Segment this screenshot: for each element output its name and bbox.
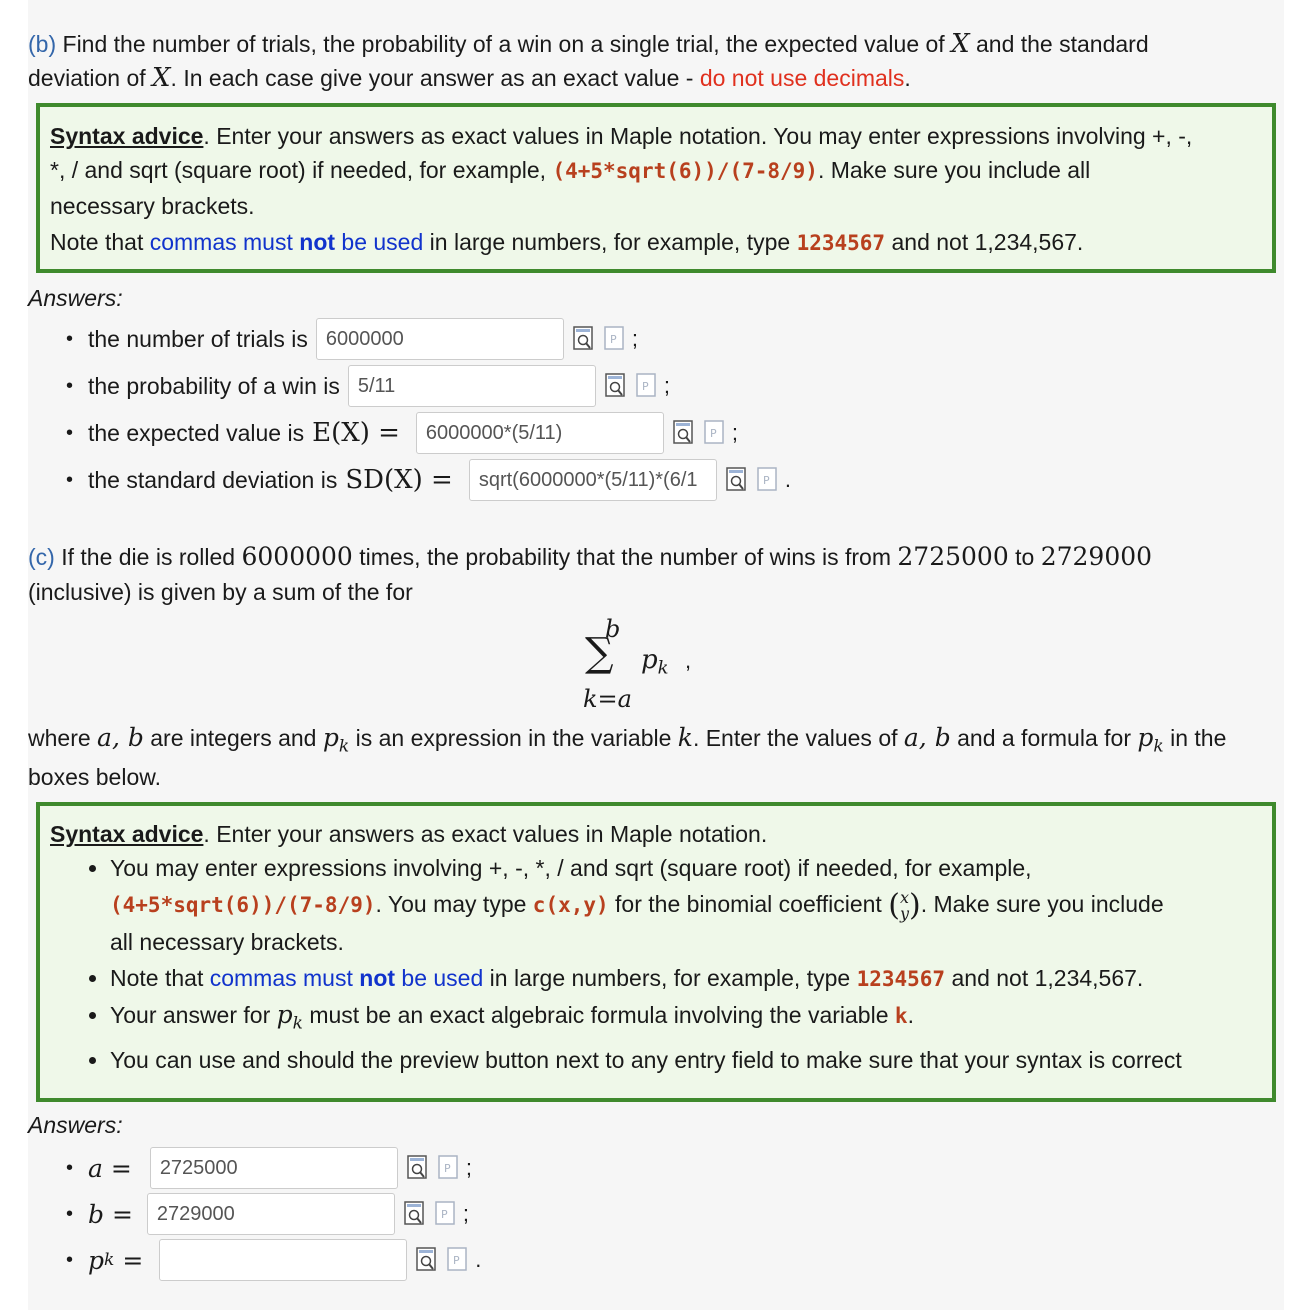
b-input[interactable]: 2729000 (147, 1193, 395, 1235)
svg-text:P: P (443, 1162, 451, 1175)
syntax-advice-title-c: Syntax advice (50, 821, 204, 847)
sd-label: the standard deviation is (88, 466, 338, 493)
bullet-icon: • (66, 421, 74, 444)
var-ab-2: a, b (903, 723, 951, 752)
sum-term-p: p (641, 645, 658, 675)
answer-row-b (66, 1193, 469, 1235)
advice-b-note-a: Note that (50, 229, 144, 255)
advice-c-b1e: all necessary brackets. (110, 928, 344, 955)
part-b-text-4: . In each case give your answer as an exact value - (170, 65, 694, 91)
paste-document-icon[interactable] (604, 326, 626, 352)
separator: ; (631, 326, 638, 351)
binom-bottom: y (899, 903, 909, 923)
sum-term (641, 645, 691, 679)
summation-formula (583, 615, 703, 715)
svg-text:P: P (453, 1254, 460, 1267)
sum-term-sub: k (657, 657, 669, 679)
preview-magnifier-icon[interactable] (573, 326, 595, 352)
sum-comma: , (684, 648, 692, 673)
wins-from: 2725000 (897, 542, 1009, 571)
advice-c-b3-code: k (894, 1003, 908, 1028)
expected-value-input[interactable]: 6000000*(5/11) (416, 412, 664, 454)
separator: ; (731, 420, 739, 445)
answer-row-a (66, 1147, 472, 1189)
a-label: a = (88, 1153, 132, 1183)
bullet-icon: • (66, 1202, 74, 1225)
pk-label-p: p (88, 1245, 105, 1275)
part-c-text-9: and a formula for (957, 725, 1131, 751)
preview-magnifier-icon[interactable] (404, 1201, 426, 1227)
part-c-text-8: . Enter the values of (692, 725, 898, 751)
advice-c-b1c: for the binomial coefficient (615, 891, 882, 917)
sd-input[interactable]: sqrt(6000000*(5/11)*(6/1 (469, 459, 717, 501)
svg-text:P: P (709, 427, 717, 440)
advice-c-b2c: and not 1,234,567. (951, 964, 1144, 991)
answer-row-probability (66, 365, 670, 407)
advice-c-b2-blue-2: be used (401, 964, 484, 991)
syntax-advice-title: Syntax advice (50, 123, 204, 149)
part-c-text-10: in the (1170, 725, 1227, 751)
answer-row-expected (66, 412, 738, 454)
syntax-advice-c (36, 802, 1276, 1102)
wins-to: 2729000 (1040, 542, 1153, 571)
b-label: b = (88, 1199, 133, 1229)
advice-c-item-4: • You can use and should the preview button next to any entry field to make sure that your syntax is correct (110, 1042, 1260, 1078)
advice-b-note-c: and not 1,234,567. (891, 229, 1084, 255)
advice-c-intro: . Enter your answers as exact values in Maple notation. (203, 821, 768, 847)
advice-b-note-blue-2: be used (341, 229, 424, 255)
pk-label-eq: = (122, 1245, 144, 1275)
probability-label: the probability of a win is (88, 372, 340, 399)
rolls-count: 6000000 (241, 542, 353, 571)
advice-c-b2-code: 1234567 (856, 966, 946, 991)
paste-document-icon[interactable] (438, 1155, 460, 1181)
paste-document-icon[interactable] (636, 373, 658, 399)
advice-b-example-code: (4+5*sqrt(6))/(7-8/9) (552, 159, 818, 183)
answers-c-label: Answers: (28, 1112, 123, 1138)
sd-math: SD(X) = (345, 465, 453, 495)
advice-b-line3: necessary brackets. (50, 193, 255, 219)
advice-b-note-code: 1234567 (796, 231, 886, 255)
advice-b-note-bold: not (299, 229, 336, 255)
part-c-text-1: If the die is rolled (61, 544, 236, 570)
answer-row-sd (66, 459, 791, 501)
part-b-label: (b) (28, 31, 57, 57)
probability-input[interactable]: 5/11 (348, 365, 596, 407)
separator: ; (663, 373, 670, 398)
preview-magnifier-icon[interactable] (416, 1247, 438, 1273)
paste-document-icon[interactable] (447, 1247, 469, 1273)
separator: . (784, 467, 791, 492)
var-p-sub: k (338, 736, 350, 757)
advice-c-b1a: You may enter expressions involving +, -, *, / and sqrt (square root) if needed, for example, (110, 855, 1032, 881)
advice-b-note-b: in large numbers, for example, type (429, 229, 791, 255)
part-c-text-2: times, the probability that the number of wins is from (359, 544, 892, 570)
var-p-sub-2: k (1153, 736, 1164, 757)
advice-b-line1: . Enter your answers as exact values in Maple notation. You may enter expressions involving +, -, (203, 123, 1193, 149)
advice-c-binom-code: c(x,y) (532, 893, 609, 917)
advice-c-b2-blue-1: commas must (209, 964, 353, 991)
binomial-coefficient: ( x y ) (888, 887, 921, 923)
decimal-warning: do not use decimals (699, 65, 905, 91)
separator: . (475, 1247, 482, 1272)
paste-document-icon[interactable] (757, 467, 779, 493)
svg-text:P: P (762, 474, 770, 487)
advice-c-b3c: . (907, 1001, 914, 1028)
preview-magnifier-icon[interactable] (407, 1155, 429, 1181)
var-p-2: p (1137, 723, 1154, 752)
advice-c-item-3 (110, 997, 1260, 1042)
part-c-text-6: are integers and (150, 725, 317, 751)
part-b-text-3: deviation of (28, 65, 146, 91)
syntax-advice-b (36, 103, 1276, 273)
separator: ; (462, 1201, 470, 1226)
var-p: p (322, 723, 339, 752)
advice-b-line2a: *, / and sqrt (square root) if needed, for example, (50, 157, 547, 183)
part-c-text-5: where (28, 725, 91, 751)
part-c-question (28, 540, 1152, 574)
sum-lower-limit: k=a (583, 685, 632, 713)
pk-label-sub: k (104, 1250, 115, 1270)
part-c-text-4: (inclusive) is given by a sum of the for (28, 579, 413, 605)
answers-b-label: Answers: (28, 285, 123, 311)
advice-c-b3b: must be an exact algebraic formula involving the variable (309, 1001, 889, 1028)
advice-c-example-code: (4+5*sqrt(6))/(7-8/9) (110, 893, 376, 917)
question-panel (28, 0, 1284, 1310)
bullet-icon: • (66, 1156, 74, 1179)
advice-c-item-1 (110, 850, 1260, 960)
advice-c-b1d: . Make sure you include (920, 891, 1164, 917)
advice-b-line2b: . Make sure you include all (817, 157, 1091, 183)
advice-c-b2-bold: not (359, 964, 396, 991)
expected-math: E(X) = (312, 418, 400, 448)
pk-input[interactable] (159, 1239, 407, 1281)
binom-top: x (899, 887, 909, 907)
var-x-2: X (152, 63, 171, 93)
part-c-text-7: is an expression in the variable (355, 725, 672, 751)
separator: ; (465, 1155, 472, 1180)
advice-c-b1b: . You may type (375, 891, 527, 917)
part-b-period: . (904, 65, 911, 91)
part-c-text-11: boxes below. (28, 764, 161, 790)
svg-text:P: P (641, 380, 649, 393)
var-x: X (951, 29, 970, 59)
part-b-question (28, 27, 1149, 61)
bullet-icon: • (66, 1248, 74, 1271)
sum-upper-limit: b (605, 615, 621, 643)
part-b-text-1: Find the number of trials, the probability of a win on a single trial, the expected value of (62, 31, 945, 57)
trials-input[interactable]: 6000000 (316, 318, 564, 360)
a-input[interactable]: 2725000 (150, 1147, 398, 1189)
answer-row-trials (66, 318, 638, 360)
advice-c-b2a: Note that (110, 964, 204, 991)
advice-c-var-p: p (276, 999, 293, 1029)
var-ab: a, b (97, 723, 144, 752)
advice-c-b3a: Your answer for (110, 1001, 271, 1028)
advice-c-var-p-sub: k (292, 1013, 303, 1034)
advice-c-b2b: in large numbers, for example, type (489, 964, 851, 991)
part-c-text-3: to (1015, 544, 1035, 570)
bullet-icon: • (66, 327, 74, 350)
preview-magnifier-icon[interactable] (605, 373, 627, 399)
var-k: k (677, 723, 693, 752)
preview-magnifier-icon[interactable] (673, 420, 695, 446)
bullet-icon: • (66, 374, 74, 397)
svg-text:P: P (440, 1208, 448, 1221)
bullet-icon: • (66, 468, 74, 491)
advice-b-note-blue-1: commas must (149, 229, 293, 255)
part-c-label: (c) (28, 544, 55, 570)
part-c-instructions (28, 721, 1226, 764)
expected-label: the expected value is (88, 419, 305, 446)
sum-symbol: ∑ (585, 630, 614, 676)
advice-c-list (50, 850, 1260, 1078)
paste-document-icon[interactable] (704, 420, 726, 446)
part-b-text-2: and the standard (975, 31, 1149, 57)
preview-magnifier-icon[interactable] (726, 467, 748, 493)
trials-label: the number of trials is (88, 325, 308, 352)
answer-row-pk (66, 1239, 481, 1281)
svg-text:P: P (609, 333, 617, 346)
part-b-question-line2 (28, 61, 911, 95)
advice-c-item-2 (110, 960, 1260, 997)
paste-document-icon[interactable] (435, 1201, 457, 1227)
